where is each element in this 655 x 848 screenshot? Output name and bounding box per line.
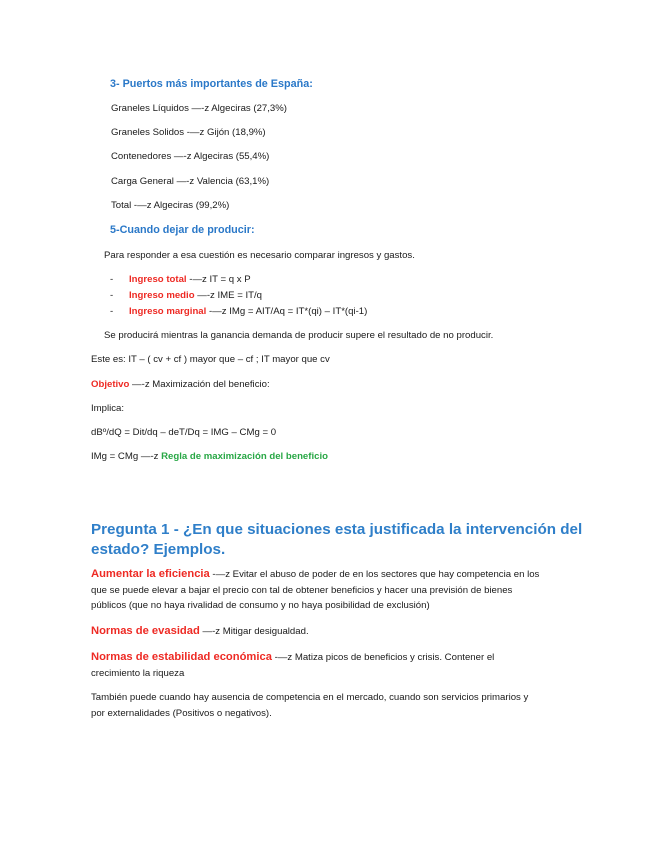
implica-line: Implica: xyxy=(91,403,125,414)
bullet-text: -—z IT = q x P xyxy=(186,274,251,285)
question-closing: También puede cuando hay ausencia de competencia en el mercado, cuando son servicios primarios y por externalidades (Positivos o negativos). xyxy=(91,692,529,719)
bullet-text: —-z IME = IT/q xyxy=(194,290,263,301)
rule-line xyxy=(91,451,328,462)
bullet-item xyxy=(110,306,368,317)
stop-intro: Para responder a esa cuestión es necesario comparar ingresos y gastos. xyxy=(104,250,415,261)
bullet-text: -—z IMg = AIT/Aq = IT*(qi) – IT*(qi-1) xyxy=(206,306,368,317)
port-item: Graneles Líquidos —-z Algeciras (27,3%) xyxy=(111,103,287,114)
question-item-label: Aumentar la eficiencia xyxy=(91,568,210,580)
stop-conclusion: Se producirá mientras la ganancia demanda de producir supere el resultado de no producir. xyxy=(104,330,494,341)
port-item: Graneles Solidos -—z Gijón (18,9%) xyxy=(111,127,266,138)
question-title: Pregunta 1 - ¿En que situaciones esta justificada la intervención del estado? Ejemplos. xyxy=(91,521,583,558)
bullet-marker: - xyxy=(110,306,114,317)
bullet-marker: - xyxy=(110,274,114,285)
question-item-text: —-z Mitigar desigualdad. xyxy=(199,626,309,637)
bullet-label: Ingreso total xyxy=(129,274,187,285)
objetivo-label: Objetivo xyxy=(91,379,130,390)
formula-line: dBº/dQ = Dit/dq – deT/Dq = IMG – CMg = 0 xyxy=(91,427,277,438)
ports-heading: 3- Puertos más importantes de España: xyxy=(110,78,313,90)
question-item xyxy=(91,567,541,614)
objetivo-line xyxy=(91,379,270,390)
question-item-label: Normas de estabilidad económica xyxy=(91,651,272,663)
este-line: Este es: IT – ( cv + cf ) mayor que – cf ; IT mayor que cv xyxy=(91,354,330,365)
port-item: Contenedores —-z Algeciras (55,4%) xyxy=(111,151,270,162)
bullet-label: Ingreso marginal xyxy=(129,306,207,317)
bullet-item xyxy=(110,274,251,285)
rule-text: IMg = CMg —-z xyxy=(91,451,162,462)
question-item-label: Normas de evasidad xyxy=(91,625,200,637)
objetivo-text: —-z Maximización del beneficio: xyxy=(129,379,270,390)
question-item xyxy=(91,650,541,681)
port-item: Carga General —-z Valencia (63,1%) xyxy=(111,176,270,187)
bullet-label: Ingreso medio xyxy=(129,290,195,301)
rule-label: Regla de maximización del beneficio xyxy=(161,451,328,462)
port-item: Total -—z Algeciras (99,2%) xyxy=(111,200,230,211)
question-item-text: -—z Matiza picos de beneficios y crisis. Contener el crecimiento la riqueza xyxy=(91,652,495,679)
bullet-marker: - xyxy=(110,290,114,301)
question-item-text: -—z Evitar el abuso de poder de en los sectores que hay competencia en los que se puede elevar a bajar el precio con tal de obtener beneficios y hacer una previsión de bienes públicos (que no haya rivalidad de consumo y no haya posibilidad de exclusión) xyxy=(91,569,540,611)
question-item xyxy=(91,624,541,640)
bullet-item xyxy=(110,290,263,301)
stop-heading: 5-Cuando dejar de producir: xyxy=(110,224,255,236)
